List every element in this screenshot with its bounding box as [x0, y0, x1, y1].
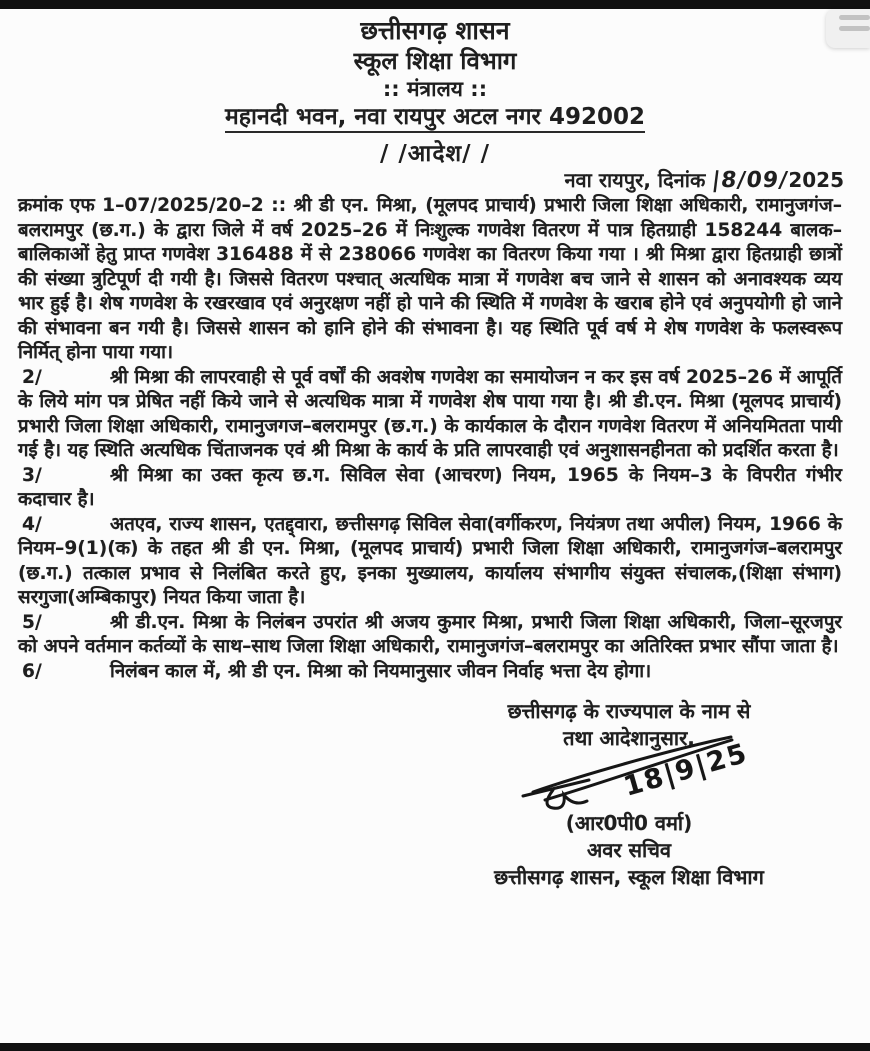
- signature-block: [414, 698, 844, 891]
- paragraph-2: 2/ श्री मिश्रा की लापरवाही से पूर्व वर्षों की अवशेष गणवेश का समायोजन न कर इस वर्ष 2025–26 में आपूर्ति के लिये मांग पत्र प्रेषित नहीं किये जाने से अत्यधिक मात्रा में गणवेश शेष पाया गया है। श्री डी.एन. मिश्रा (मूलपद प्राचार्य) प्रभारी जिला शिक्षा अधिकारी, रामानुजगज–बलरामपुर (छ.ग.) के कार्यकाल के दौरान गणवेश वितरण में अनियमितता पायी गई है। यह स्थिति अत्यधिक चिंताजनक एवं श्री मिश्रा के कार्य के प्रति लापरवाही एवं अनुशासनहीनता को प्रदर्शित करता है।: [18, 366, 842, 461]
- paragraph-1: क्रमांक एफ 1–07/2025/20–2 :: श्री डी एन. मिश्रा, (मूलपद प्राचार्य) प्रभारी जिला शिक्षा अधिकारी, रामानुजगंज–बलरामपुर (छ.ग.) के द्वारा जिले में वर्ष 2025–26 में निःशुल्क गणवेश वितरण में पात्र हितग्राही 158244 बालक–बालिकाओं हेतु प्राप्त गणवेश 316488 में से 238066 गणवेश का वितरण किया गया । श्री मिश्रा द्वारा हितग्राही छात्रों की संख्या त्रुटिपूर्ण दी गयी है। जिससे वितरण पश्चात् अत्यधिक मात्रा में गणवेश बच जाने से शासन को अनावश्यक व्यय भार हुई है। शेष गणवेश के रखरखाव एवं अनुरक्षण नहीं हो पाने की स्थिति में गणवेश के खराब होने एवं अनुपयोगी हो जाने की संभावना बन गयी है। जिससे शासन को हानि होने की संभावना है। यह स्थिति पूर्व वर्ष मे शेष गणवेश के फलस्वरूप निर्मित् होना पाया गया।: [18, 195, 842, 363]
- signatory-name: (आर0पी0 वर्मा): [565, 811, 693, 835]
- signature-date-handwritten: 18|9|25: [620, 737, 752, 803]
- signatory-organization: छत्तीसगढ़ शासन, स्कूल शिक्षा विभाग: [494, 865, 764, 889]
- by-order-line: तथा आदेशानुसार,: [563, 726, 695, 750]
- scanned-order-document: [0, 9, 870, 891]
- paragraph-number: 4/: [22, 513, 42, 535]
- order-title: / /आदेश/ /: [380, 141, 490, 167]
- paragraph-number: 3/: [22, 464, 42, 486]
- paragraph-5: 5/ श्री डी.एन. मिश्रा के निलंबन उपरांत श्री अजय कुमार मिश्रा, प्रभारी जिला शिक्षा अधिकारी, जिला–सूरजपुर को अपने वर्तमान कर्तव्यों के साथ–साथ जिला शिक्षा अधिकारी, रामानुजगंज–बलरामपुर का अतिरिक्त प्रभार सौंपा जाता है।: [18, 611, 842, 657]
- office-address: महानदी भवन, नवा रायपुर अटल नगर 492002: [0, 102, 870, 132]
- paragraph-number: 5/: [22, 611, 42, 633]
- paragraph-number: 6/: [22, 660, 42, 682]
- dateline-year: 2025: [788, 168, 844, 192]
- document-header: [0, 15, 870, 167]
- paragraph-3: 3/ श्री मिश्रा का उक्त कृत्य छ.ग. सिविल सेवा (आचरण) नियम, 1965 के नियम–3 के विपरीत गंभीर कदाचार है।: [18, 464, 842, 510]
- dateline: [0, 168, 870, 193]
- paragraph-number: 2/: [22, 366, 42, 388]
- department-name: स्कूल शिक्षा विभाग: [353, 47, 517, 75]
- paragraph-6: 6/ निलंबन काल में, श्री डी एन. मिश्रा को नियमानुसार जीवन निर्वाह भत्ता देय होगा।: [18, 660, 842, 685]
- dateline-place-label: नवा रायपुर, दिनांक: [564, 168, 706, 192]
- handwritten-date: |8/09/: [710, 168, 790, 193]
- signatory-designation: अवर सचिव: [586, 838, 672, 862]
- government-name: छत्तीसगढ़ शासन: [360, 16, 510, 45]
- paragraph-4: 4/ अतएव, राज्य शासन, एतद्द्वारा, छत्तीसगढ़ सिविल सेवा(वर्गीकरण, नियंत्रण तथा अपील) नियम, 1966 के नियम–9(1)(क) के तहत श्री डी एन. मिश्रा, (मूलपद प्राचार्य) प्रभारी जिला शिक्षा अधिकारी, रामानुजगंज–बलरामपुर (छ.ग.) तत्काल प्रभाव से निलंबित करते हुए, इनका मुख्यालय, कार्यालय संभागीय संयुक्त संचालक,(शिक्षा संभाग) सरगुजा(अम्बिकापुर) नियत किया जाता है।: [18, 513, 842, 608]
- ministry-line: :: मंत्रालय ::: [382, 77, 488, 101]
- authority-line: छत्तीसगढ़ के राज्यपाल के नाम से: [507, 699, 751, 723]
- top-black-bar: [0, 0, 870, 9]
- order-body: [0, 193, 870, 684]
- signature-scribble: [519, 734, 769, 814]
- bottom-black-bar: [0, 1043, 870, 1051]
